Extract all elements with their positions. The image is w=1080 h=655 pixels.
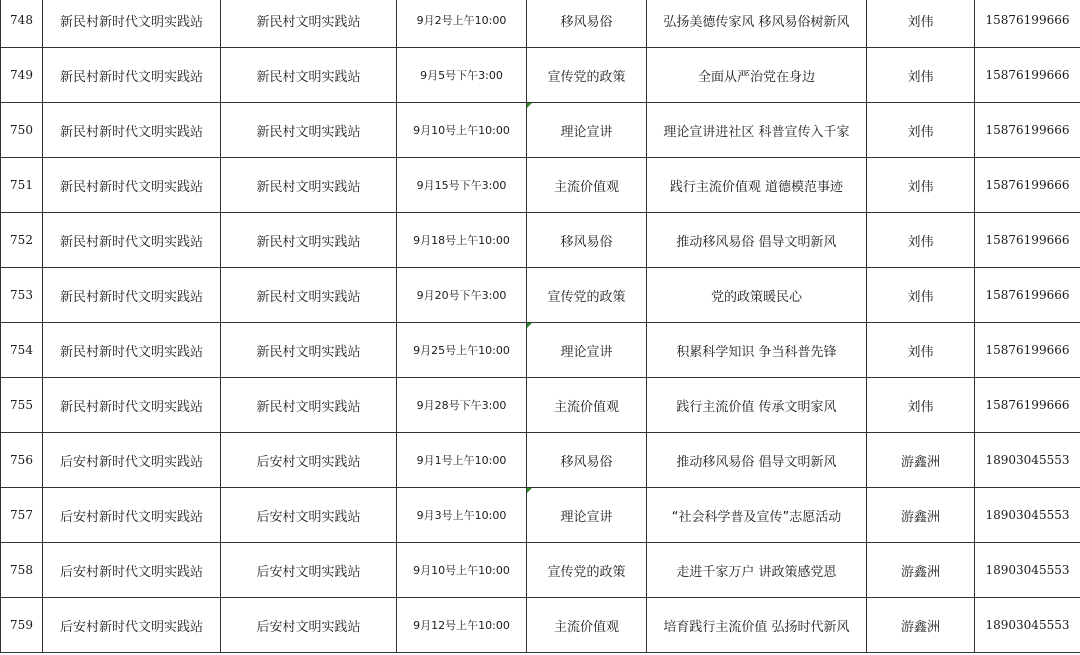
cell-time[interactable]: 9月3号上午10:00 xyxy=(397,488,527,543)
cell-station[interactable]: 新民村新时代文明实践站 xyxy=(43,0,221,48)
cell-phone[interactable]: 18903045553 xyxy=(975,543,1080,598)
cell-contact[interactable]: 游鑫洲 xyxy=(867,543,975,598)
cell-category[interactable]: 理论宣讲 xyxy=(527,488,647,543)
cell-time[interactable]: 9月2号上午10:00 xyxy=(397,0,527,48)
cell-number[interactable]: 759 xyxy=(1,598,43,653)
cell-station[interactable]: 后安村新时代文明实践站 xyxy=(43,598,221,653)
cell-theme[interactable]: 培育践行主流价值 弘扬时代新风 xyxy=(647,598,867,653)
cell-venue[interactable]: 新民村文明实践站 xyxy=(221,103,397,158)
cell-station[interactable]: 后安村新时代文明实践站 xyxy=(43,488,221,543)
cell-phone[interactable]: 15876199666 xyxy=(975,378,1080,433)
table-row xyxy=(1,488,1080,543)
cell-theme[interactable]: 推动移风易俗 倡导文明新风 xyxy=(647,213,867,268)
table-row xyxy=(1,433,1080,488)
cell-venue[interactable]: 新民村文明实践站 xyxy=(221,378,397,433)
cell-contact[interactable]: 刘伟 xyxy=(867,48,975,103)
cell-station[interactable]: 后安村新时代文明实践站 xyxy=(43,433,221,488)
cell-venue[interactable]: 新民村文明实践站 xyxy=(221,0,397,48)
table-row xyxy=(1,0,1080,48)
cell-contact[interactable]: 游鑫洲 xyxy=(867,433,975,488)
cell-category[interactable]: 宣传党的政策 xyxy=(527,268,647,323)
cell-number[interactable]: 752 xyxy=(1,213,43,268)
cell-contact[interactable]: 刘伟 xyxy=(867,323,975,378)
cell-contact[interactable]: 刘伟 xyxy=(867,213,975,268)
table-body xyxy=(1,0,1080,653)
cell-category[interactable]: 理论宣讲 xyxy=(527,103,647,158)
cell-venue[interactable]: 后安村文明实践站 xyxy=(221,433,397,488)
cell-theme[interactable]: 党的政策暖民心 xyxy=(647,268,867,323)
table-row xyxy=(1,598,1080,653)
cell-number[interactable]: 749 xyxy=(1,48,43,103)
cell-number[interactable]: 751 xyxy=(1,158,43,213)
cell-station[interactable]: 新民村新时代文明实践站 xyxy=(43,48,221,103)
cell-time[interactable]: 9月12号上午10:00 xyxy=(397,598,527,653)
cell-category[interactable]: 移风易俗 xyxy=(527,213,647,268)
cell-category[interactable]: 宣传党的政策 xyxy=(527,48,647,103)
cell-time[interactable]: 9月28号下午3:00 xyxy=(397,378,527,433)
cell-number[interactable]: 757 xyxy=(1,488,43,543)
cell-venue[interactable]: 后安村文明实践站 xyxy=(221,598,397,653)
cell-venue[interactable]: 新民村文明实践站 xyxy=(221,268,397,323)
cell-contact[interactable]: 刘伟 xyxy=(867,268,975,323)
cell-time[interactable]: 9月10号上午10:00 xyxy=(397,543,527,598)
cell-number[interactable]: 755 xyxy=(1,378,43,433)
cell-theme[interactable]: 弘扬美德传家风 移风易俗树新风 xyxy=(647,0,867,48)
cell-contact[interactable]: 刘伟 xyxy=(867,103,975,158)
table-row xyxy=(1,213,1080,268)
cell-phone[interactable]: 15876199666 xyxy=(975,323,1080,378)
table-row xyxy=(1,268,1080,323)
cell-number[interactable]: 753 xyxy=(1,268,43,323)
table-row xyxy=(1,48,1080,103)
cell-number[interactable]: 750 xyxy=(1,103,43,158)
cell-time[interactable]: 9月25号上午10:00 xyxy=(397,323,527,378)
cell-station[interactable]: 新民村新时代文明实践站 xyxy=(43,103,221,158)
cell-category[interactable]: 移风易俗 xyxy=(527,0,647,48)
cell-venue[interactable]: 新民村文明实践站 xyxy=(221,48,397,103)
cell-time[interactable]: 9月5号下午3:00 xyxy=(397,48,527,103)
cell-time[interactable]: 9月18号上午10:00 xyxy=(397,213,527,268)
cell-station[interactable]: 新民村新时代文明实践站 xyxy=(43,213,221,268)
cell-theme[interactable]: 全面从严治党在身边 xyxy=(647,48,867,103)
cell-phone[interactable]: 15876199666 xyxy=(975,268,1080,323)
cell-phone[interactable]: 18903045553 xyxy=(975,598,1080,653)
cell-phone[interactable]: 15876199666 xyxy=(975,158,1080,213)
cell-theme[interactable]: “社会科学普及宣传”志愿活动 xyxy=(647,488,867,543)
cell-station[interactable]: 后安村新时代文明实践站 xyxy=(43,543,221,598)
cell-venue[interactable]: 新民村文明实践站 xyxy=(221,158,397,213)
cell-contact[interactable]: 游鑫洲 xyxy=(867,488,975,543)
cell-venue[interactable]: 后安村文明实践站 xyxy=(221,488,397,543)
cell-phone[interactable]: 18903045553 xyxy=(975,488,1080,543)
cell-time[interactable]: 9月20号下午3:00 xyxy=(397,268,527,323)
cell-category[interactable]: 移风易俗 xyxy=(527,433,647,488)
cell-number[interactable]: 754 xyxy=(1,323,43,378)
cell-category[interactable]: 宣传党的政策 xyxy=(527,543,647,598)
cell-contact[interactable]: 刘伟 xyxy=(867,0,975,48)
cell-time[interactable]: 9月15号下午3:00 xyxy=(397,158,527,213)
cell-station[interactable]: 新民村新时代文明实践站 xyxy=(43,378,221,433)
cell-theme[interactable]: 理论宣讲进社区 科普宣传入千家 xyxy=(647,103,867,158)
cell-contact[interactable]: 刘伟 xyxy=(867,378,975,433)
cell-venue[interactable]: 后安村文明实践站 xyxy=(221,543,397,598)
cell-theme[interactable]: 推动移风易俗 倡导文明新风 xyxy=(647,433,867,488)
cell-category[interactable]: 主流价值观 xyxy=(527,378,647,433)
table-row xyxy=(1,103,1080,158)
cell-theme[interactable]: 践行主流价值观 道德模范事迹 xyxy=(647,158,867,213)
cell-contact[interactable]: 游鑫洲 xyxy=(867,598,975,653)
cell-phone[interactable]: 15876199666 xyxy=(975,213,1080,268)
cell-phone[interactable]: 15876199666 xyxy=(975,0,1080,48)
cell-category[interactable]: 主流价值观 xyxy=(527,158,647,213)
cell-category[interactable]: 理论宣讲 xyxy=(527,323,647,378)
cell-contact[interactable]: 刘伟 xyxy=(867,158,975,213)
cell-station[interactable]: 新民村新时代文明实践站 xyxy=(43,323,221,378)
cell-venue[interactable]: 新民村文明实践站 xyxy=(221,323,397,378)
cell-phone[interactable]: 18903045553 xyxy=(975,433,1080,488)
cell-phone[interactable]: 15876199666 xyxy=(975,103,1080,158)
table-row xyxy=(1,158,1080,213)
table-row xyxy=(1,323,1080,378)
cell-theme[interactable]: 积累科学知识 争当科普先锋 xyxy=(647,323,867,378)
cell-time[interactable]: 9月1号上午10:00 xyxy=(397,433,527,488)
cell-theme[interactable]: 践行主流价值 传承文明家风 xyxy=(647,378,867,433)
cell-time[interactable]: 9月10号上午10:00 xyxy=(397,103,527,158)
cell-station[interactable]: 新民村新时代文明实践站 xyxy=(43,158,221,213)
cell-number[interactable]: 756 xyxy=(1,433,43,488)
cell-category[interactable]: 主流价值观 xyxy=(527,598,647,653)
cell-theme[interactable]: 走进千家万户 讲政策感党恩 xyxy=(647,543,867,598)
cell-station[interactable]: 新民村新时代文明实践站 xyxy=(43,268,221,323)
cell-number[interactable]: 748 xyxy=(1,0,43,48)
table-row xyxy=(1,378,1080,433)
cell-number[interactable]: 758 xyxy=(1,543,43,598)
table-row xyxy=(1,543,1080,598)
cell-phone[interactable]: 15876199666 xyxy=(975,48,1080,103)
cell-venue[interactable]: 新民村文明实践站 xyxy=(221,213,397,268)
